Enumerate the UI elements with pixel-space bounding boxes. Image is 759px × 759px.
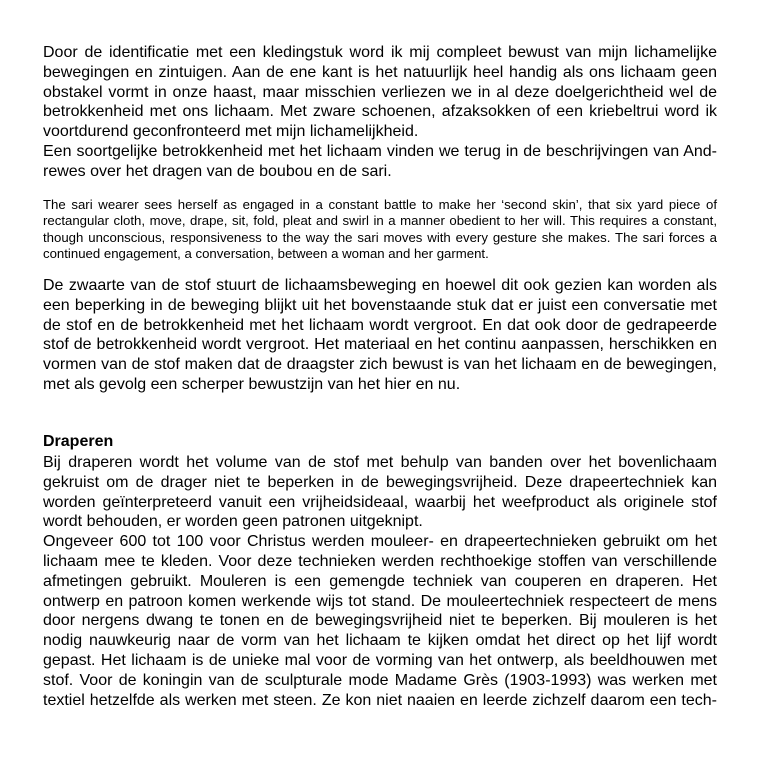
text-line: textiel hetzelfde als werken met steen. Ze kon niet naaien en leerde zichzelf daarom een tech-: [43, 691, 717, 709]
text-line: Een soortgelijke betrokkenheid met het lichaam vinden we terug in de beschrijvingen van And-: [43, 142, 717, 160]
text-line: gepast. Het lichaam is de unieke mal voor de vorming van het ontwerp, als beeldhouwen met: [43, 651, 717, 669]
text-line: though unconscious, responsiveness to the way the sari moves with every gesture she makes. The sari forces a: [43, 229, 717, 245]
text-line: Bij draperen wordt het volume van de stof met behulp van banden over het bovenlichaam: [43, 454, 717, 471]
text-line: door nergens dwang te tonen en de bewegingsvrijheid niet te beperken. Bij mouleren is het: [43, 612, 717, 630]
text-line: De zwaarte van de stof stuurt de lichaamsbeweging en hoewel dit ook gezien kan worden als: [43, 277, 717, 294]
text-line: The sari wearer sees herself as engaged in a constant battle to make her ‘second skin’, that six yard piece of: [43, 197, 717, 212]
text-line: worden geïnterpreteerd vanuit een vrijheidsideaal, waarbij het weefproduct als originele stof: [43, 493, 717, 511]
paragraph-zwaarte-van-de-stof: [43, 276, 717, 395]
text-line: stof. Voor de koningin van de sculpturale mode Madame Grès (1903-1993) was werken met: [43, 671, 717, 689]
text-line: vormen van de stof maken dat de draagster zich bewust is van het lichaam en de bewegingen,: [43, 356, 717, 374]
text-line: rewes over het dragen van de boubou en de sari.: [43, 162, 392, 180]
text-line: afmetingen gebruikt. Mouleren is een gemengde techniek van couperen en draperen. Het: [43, 572, 717, 590]
blockquote-sari: [43, 197, 717, 263]
text-line: wordt behouden, er worden geen patronen uitgeknipt.: [43, 513, 423, 531]
text-line: met als gevolg een scherper bewustzijn van het hier en nu.: [43, 375, 461, 393]
text-line: continued engagement, a conversation, between a woman and her garment.: [43, 246, 489, 262]
text-line: Door de identificatie met een kledingstuk word ik mij compleet bewust van mijn lichamelijke: [43, 44, 717, 61]
text-line: de stof en de betrokkenheid met het lichaam wordt vergroot. En dat ook door de gedrapeerde: [43, 316, 717, 334]
text-line: rectangular cloth, move, drape, sit, fold, pleat and swirl in a manner obedient to her will. This requires a constant,: [43, 213, 717, 229]
text-line: voortdurend geconfronteerd met mijn lichamelijkheid.: [43, 123, 419, 141]
text-line: ontwerp en patroon komen werkende wijs tot stand. De mouleertechniek respecteert de mens: [43, 592, 717, 610]
text-line: bewegingen en zintuigen. Aan de ene kant is het natuurlijk heel handig als ons lichaam geen: [43, 63, 717, 81]
text-line: nodig nauwkeurig naar de vorm van het lichaam te kijken omdat het direct op het lijf wordt: [43, 632, 717, 650]
paragraph-draperen: [43, 453, 717, 710]
text-line: een beperking in de beweging blijkt uit het bovenstaande stuk dat er juist een conversatie met: [43, 296, 717, 314]
text-line: gekruist om de drager niet te beperken in de bewegingsvrijheid. Deze drapeertechniek kan: [43, 473, 717, 491]
text-line: betrokkenheid met ons lichaam. Met zware schoenen, afzaksokken of een kriebeltrui word ik: [43, 103, 717, 121]
text-line: Ongeveer 600 tot 100 voor Christus werden mouleer- en drapeertechnieken gebruikt om het: [43, 533, 717, 551]
text-line: stof de betrokkenheid wordt vergroot. Het materiaal en het continu aanpassen, herschikken en: [43, 336, 717, 354]
text-line: lichaam mee te kleden. Voor deze technieken werden rechthoekige stoffen van verschillende: [43, 552, 717, 570]
text-line: obstakel vormt in onze haast, maar misschien verliezen we in al deze doelgerichtheid wel de: [43, 83, 717, 101]
paragraph-identificatie: [43, 43, 717, 182]
section-heading-draperen: Draperen: [43, 433, 114, 450]
